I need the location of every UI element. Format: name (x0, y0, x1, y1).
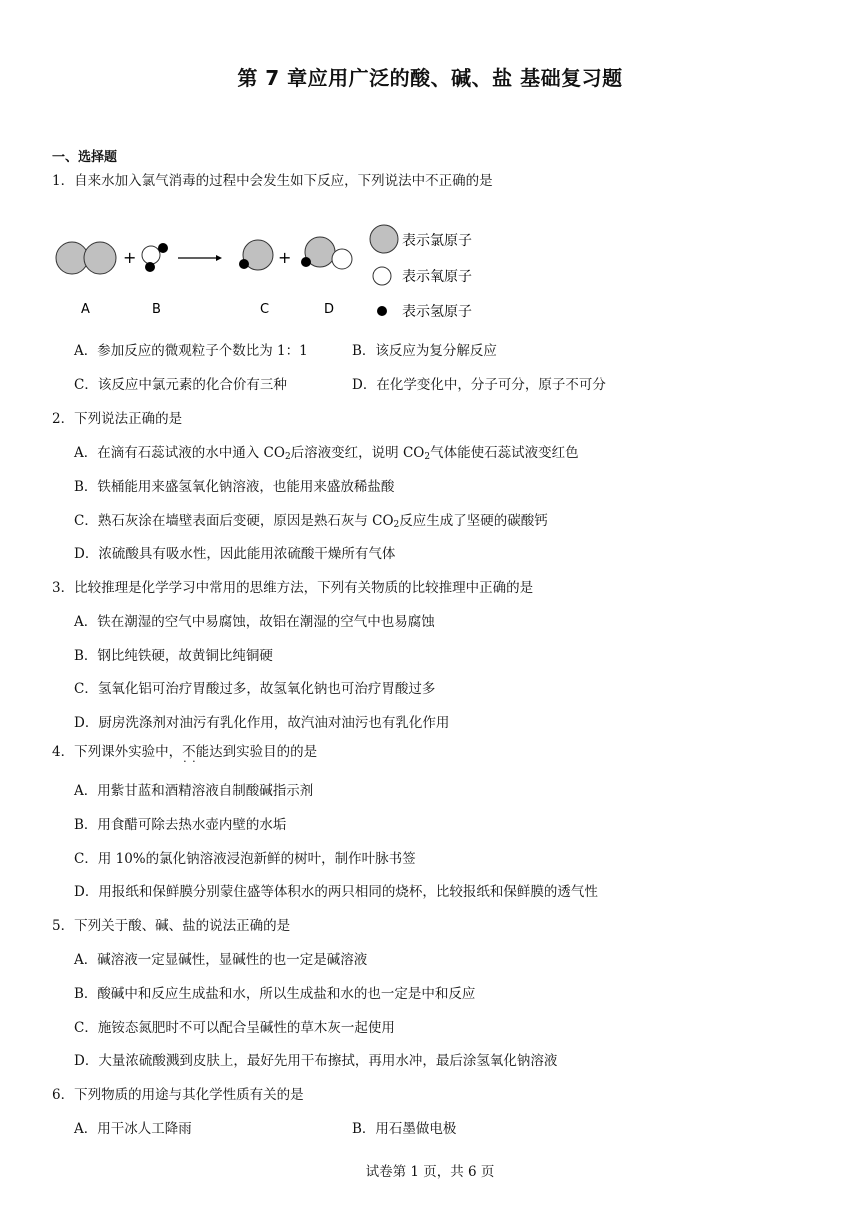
question-1-stem: 1．自来水加入氯气消毒的过程中会发生如下反应，下列说法中不正确的是 (52, 173, 493, 189)
q3-option-a[interactable]: A．铁在潮湿的空气中易腐蚀，故铝在潮湿的空气中也易腐蚀 (74, 614, 435, 630)
chlorine-atom-icon (56, 242, 88, 274)
q2-option-b[interactable]: B．铁桶能用来盛氢氧化钠溶液，也能用来盛放稀盐酸 (74, 479, 395, 495)
molecule-label-a: A (81, 302, 90, 317)
arrow-head-icon (216, 255, 222, 261)
q3-option-d[interactable]: D．厨房洗涤剂对油污有乳化作用，故汽油对油污也有乳化作用 (74, 715, 450, 731)
q1-option-d[interactable]: D．在化学变化中，分子可分，原子不可分 (352, 377, 606, 393)
question-2-stem: 2．下列说法正确的是 (52, 411, 183, 427)
q5-option-c[interactable]: C．施铵态氮肥时不可以配合呈碱性的草木灰一起使用 (74, 1020, 395, 1036)
q6-option-b[interactable]: B．用石墨做电极 (352, 1121, 457, 1137)
q4-option-d[interactable]: D．用报纸和保鲜膜分别蒙住盛等体积水的两只相同的烧杯，比较报纸和保鲜膜的透气性 (74, 884, 598, 900)
emphasis-text: 不能 · · (182, 743, 209, 761)
q5-option-d[interactable]: D．大量浓硫酸溅到皮肤上，最好先用干布擦拭，再用水冲，最后涂氢氧化钠溶液 (74, 1053, 558, 1069)
plus-sign: + (278, 248, 292, 267)
q5-option-b[interactable]: B．酸碱中和反应生成盐和水，所以生成盐和水的也一定是中和反应 (74, 986, 476, 1002)
q4-option-b[interactable]: B．用食醋可除去热水壶内壁的水垢 (74, 817, 287, 833)
hydrogen-atom-icon (145, 262, 155, 272)
legend-chlorine: 表示氯原子 (402, 233, 472, 249)
question-6-stem: 6．下列物质的用途与其化学性质有关的是 (52, 1087, 304, 1103)
question-4-stem: 4．下列课外实验中，不能 · ·达到实验目的的是 (52, 743, 317, 761)
q1-option-b[interactable]: B．该反应为复分解反应 (352, 343, 497, 359)
legend-oxygen: 表示氧原子 (402, 269, 472, 285)
molecule-label-c: C (260, 302, 270, 317)
section-heading: 一、选择题 (52, 150, 118, 165)
q3-option-c[interactable]: C．氢氧化铝可治疗胃酸过多，故氢氧化钠也可治疗胃酸过多 (74, 681, 436, 697)
chlorine-atom-icon (84, 242, 116, 274)
hydrogen-atom-icon (239, 259, 249, 269)
question-5-stem: 5．下列关于酸、碱、盐的说法正确的是 (52, 918, 291, 934)
q2-option-d[interactable]: D．浓硫酸具有吸水性，因此能用浓硫酸干燥所有气体 (74, 546, 396, 562)
hydrogen-atom-icon (301, 257, 311, 267)
page-footer: 试卷第 1 页，共 6 页 (365, 1164, 495, 1180)
q4-option-a[interactable]: A．用紫甘蓝和酒精溶液自制酸碱指示剂 (74, 783, 314, 799)
q2-option-a[interactable]: A．在滴有石蕊试液的水中通入 $CO_2$后溶液变红，说明 $CO_2$气体能使石蕊试液变红色 (74, 445, 579, 462)
oxygen-legend-icon (373, 267, 391, 285)
hydrogen-atom-icon (158, 243, 168, 253)
legend-hydrogen: 表示氢原子 (402, 304, 472, 320)
oxygen-atom-icon (332, 249, 352, 269)
q1-option-c[interactable]: C．该反应中氯元素的化合价有三种 (74, 377, 287, 393)
q2-option-c[interactable]: C．熟石灰涂在墙壁表面后变硬，原因是熟石灰与 $CO_2$反应生成了坚硬的碳酸钙 (74, 513, 548, 530)
oxygen-atom-icon (142, 246, 160, 264)
hydrogen-legend-icon (377, 306, 387, 316)
molecule-label-b: B (152, 302, 161, 317)
plus-sign: + (123, 248, 137, 267)
reaction-diagram (48, 218, 508, 328)
q6-option-a[interactable]: A．用干冰人工降雨 (74, 1121, 192, 1137)
page-title: 第 7 章应用广泛的酸、碱、盐 基础复习题 (237, 66, 623, 90)
molecule-label-d: D (324, 302, 335, 317)
q4-option-c[interactable]: C．用 10%的氯化钠溶液浸泡新鲜的树叶，制作叶脉书签 (74, 851, 416, 867)
q1-option-a[interactable]: A．参加反应的微观粒子个数比为 1：1 (74, 343, 308, 359)
chlorine-legend-icon (370, 225, 398, 253)
question-3-stem: 3．比较推理是化学学习中常用的思维方法，下列有关物质的比较推理中正确的是 (52, 580, 534, 596)
q3-option-b[interactable]: B．钢比纯铁硬，故黄铜比纯铜硬 (74, 648, 273, 664)
q5-option-a[interactable]: A．碱溶液一定显碱性，显碱性的也一定是碱溶液 (74, 952, 368, 968)
